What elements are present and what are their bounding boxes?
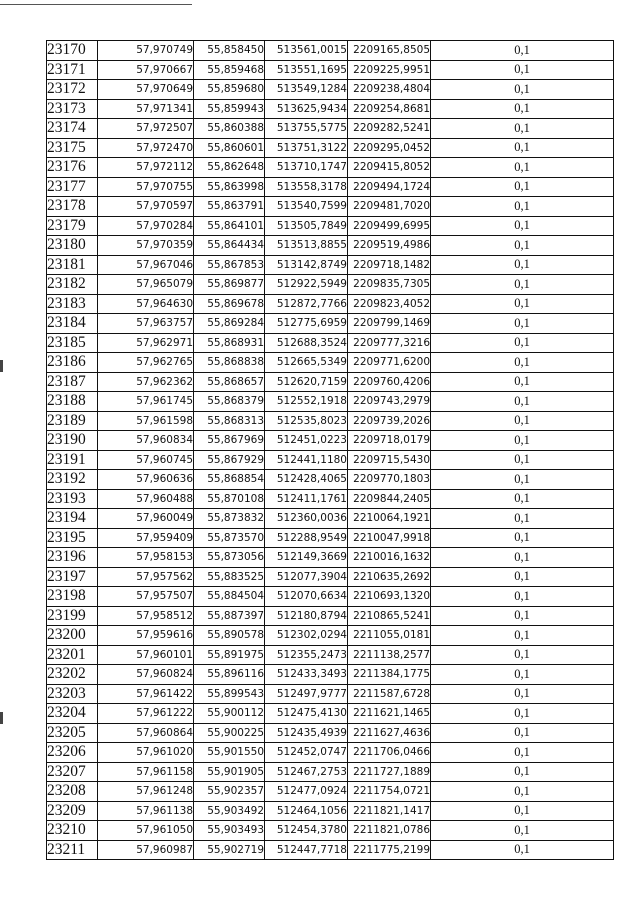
table-row xyxy=(47,314,614,334)
point-number: 23203 xyxy=(47,684,98,704)
table-row xyxy=(47,197,614,217)
y-coordinate-cell: 2210047,9918 xyxy=(348,528,431,548)
table-row xyxy=(47,275,614,295)
x-coordinate-cell: 512070,6634 xyxy=(265,587,348,607)
accuracy-cell: 0,1 xyxy=(431,626,614,646)
x-coordinate-cell: 513561,0015 xyxy=(265,41,348,61)
y-coordinate-cell: 2209282,5241 xyxy=(348,119,431,139)
accuracy-cell: 0,1 xyxy=(431,782,614,802)
y-coordinate-cell: 2211775,2199 xyxy=(348,840,431,860)
table-row xyxy=(47,333,614,353)
y-coordinate-cell: 2211621,1465 xyxy=(348,704,431,724)
longitude-cell: 55,896116 xyxy=(194,665,265,685)
accuracy-cell: 0,1 xyxy=(431,333,614,353)
x-coordinate-cell: 513755,5775 xyxy=(265,119,348,139)
latitude-cell: 57,970667 xyxy=(98,60,194,80)
longitude-cell: 55,887397 xyxy=(194,606,265,626)
table-row xyxy=(47,372,614,392)
x-coordinate-cell: 513710,1747 xyxy=(265,158,348,178)
accuracy-cell: 0,1 xyxy=(431,294,614,314)
accuracy-cell: 0,1 xyxy=(431,743,614,763)
accuracy-cell: 0,1 xyxy=(431,587,614,607)
x-coordinate-cell: 512447,7718 xyxy=(265,840,348,860)
longitude-cell: 55,901550 xyxy=(194,743,265,763)
point-number: 23180 xyxy=(47,236,98,256)
accuracy-cell: 0,1 xyxy=(431,450,614,470)
accuracy-cell: 0,1 xyxy=(431,314,614,334)
scan-edge-mark xyxy=(0,712,3,724)
latitude-cell: 57,970597 xyxy=(98,197,194,217)
point-number: 23190 xyxy=(47,431,98,451)
table-row xyxy=(47,743,614,763)
accuracy-cell: 0,1 xyxy=(431,606,614,626)
latitude-cell: 57,961422 xyxy=(98,684,194,704)
accuracy-cell: 0,1 xyxy=(431,392,614,412)
x-coordinate-cell: 512775,6959 xyxy=(265,314,348,334)
x-coordinate-cell: 512452,0747 xyxy=(265,743,348,763)
point-number: 23202 xyxy=(47,665,98,685)
y-coordinate-cell: 2209519,4986 xyxy=(348,236,431,256)
table-row xyxy=(47,353,614,373)
longitude-cell: 55,867969 xyxy=(194,431,265,451)
point-number: 23186 xyxy=(47,353,98,373)
point-number: 23182 xyxy=(47,275,98,295)
latitude-cell: 57,957562 xyxy=(98,567,194,587)
y-coordinate-cell: 2209823,4052 xyxy=(348,294,431,314)
point-number: 23210 xyxy=(47,821,98,841)
y-coordinate-cell: 2209777,3216 xyxy=(348,333,431,353)
x-coordinate-cell: 512355,2473 xyxy=(265,645,348,665)
longitude-cell: 55,883525 xyxy=(194,567,265,587)
point-number: 23204 xyxy=(47,704,98,724)
accuracy-cell: 0,1 xyxy=(431,216,614,236)
x-coordinate-cell: 512535,8023 xyxy=(265,411,348,431)
accuracy-cell: 0,1 xyxy=(431,119,614,139)
point-number: 23176 xyxy=(47,158,98,178)
point-number: 23170 xyxy=(47,41,98,61)
accuracy-cell: 0,1 xyxy=(431,197,614,217)
y-coordinate-cell: 2209238,4804 xyxy=(348,80,431,100)
accuracy-cell: 0,1 xyxy=(431,509,614,529)
y-coordinate-cell: 2209799,1469 xyxy=(348,314,431,334)
accuracy-cell: 0,1 xyxy=(431,489,614,509)
table-row xyxy=(47,528,614,548)
point-number: 23191 xyxy=(47,450,98,470)
longitude-cell: 55,873570 xyxy=(194,528,265,548)
table-row xyxy=(47,645,614,665)
x-coordinate-cell: 513513,8855 xyxy=(265,236,348,256)
coordinates-table xyxy=(46,40,614,860)
x-coordinate-cell: 512922,5949 xyxy=(265,275,348,295)
y-coordinate-cell: 2210635,2692 xyxy=(348,567,431,587)
table-row xyxy=(47,548,614,568)
accuracy-cell: 0,1 xyxy=(431,353,614,373)
x-coordinate-cell: 512180,8794 xyxy=(265,606,348,626)
table-row xyxy=(47,177,614,197)
x-coordinate-cell: 512454,3780 xyxy=(265,821,348,841)
latitude-cell: 57,960987 xyxy=(98,840,194,860)
y-coordinate-cell: 2209739,2026 xyxy=(348,411,431,431)
longitude-cell: 55,902719 xyxy=(194,840,265,860)
y-coordinate-cell: 2210693,1320 xyxy=(348,587,431,607)
table-row xyxy=(47,626,614,646)
latitude-cell: 57,961248 xyxy=(98,782,194,802)
x-coordinate-cell: 512552,1918 xyxy=(265,392,348,412)
table-row xyxy=(47,782,614,802)
longitude-cell: 55,900112 xyxy=(194,704,265,724)
longitude-cell: 55,869877 xyxy=(194,275,265,295)
point-number: 23184 xyxy=(47,314,98,334)
y-coordinate-cell: 2209295,0452 xyxy=(348,138,431,158)
table-row xyxy=(47,216,614,236)
point-number: 23173 xyxy=(47,99,98,119)
x-coordinate-cell: 512077,3904 xyxy=(265,567,348,587)
accuracy-cell: 0,1 xyxy=(431,372,614,392)
accuracy-cell: 0,1 xyxy=(431,99,614,119)
x-coordinate-cell: 513558,3178 xyxy=(265,177,348,197)
x-coordinate-cell: 512467,2753 xyxy=(265,762,348,782)
latitude-cell: 57,960864 xyxy=(98,723,194,743)
accuracy-cell: 0,1 xyxy=(431,548,614,568)
y-coordinate-cell: 2209844,2405 xyxy=(348,489,431,509)
point-number: 23197 xyxy=(47,567,98,587)
longitude-cell: 55,864434 xyxy=(194,236,265,256)
table-row xyxy=(47,138,614,158)
latitude-cell: 57,965079 xyxy=(98,275,194,295)
y-coordinate-cell: 2211138,2577 xyxy=(348,645,431,665)
scan-edge-mark xyxy=(0,360,3,372)
latitude-cell: 57,960834 xyxy=(98,431,194,451)
point-number: 23188 xyxy=(47,392,98,412)
point-number: 23178 xyxy=(47,197,98,217)
accuracy-cell: 0,1 xyxy=(431,236,614,256)
y-coordinate-cell: 2211727,1889 xyxy=(348,762,431,782)
x-coordinate-cell: 512149,3669 xyxy=(265,548,348,568)
latitude-cell: 57,970649 xyxy=(98,80,194,100)
table-row xyxy=(47,606,614,626)
longitude-cell: 55,867853 xyxy=(194,255,265,275)
table-row xyxy=(47,158,614,178)
latitude-cell: 57,970749 xyxy=(98,41,194,61)
table-row xyxy=(47,255,614,275)
point-number: 23205 xyxy=(47,723,98,743)
y-coordinate-cell: 2209835,7305 xyxy=(348,275,431,295)
x-coordinate-cell: 512288,9549 xyxy=(265,528,348,548)
table-row xyxy=(47,236,614,256)
table-row xyxy=(47,762,614,782)
table-row xyxy=(47,294,614,314)
latitude-cell: 57,962362 xyxy=(98,372,194,392)
longitude-cell: 55,870108 xyxy=(194,489,265,509)
x-coordinate-cell: 513540,7599 xyxy=(265,197,348,217)
latitude-cell: 57,961020 xyxy=(98,743,194,763)
accuracy-cell: 0,1 xyxy=(431,723,614,743)
x-coordinate-cell: 512428,4065 xyxy=(265,470,348,490)
point-number: 23192 xyxy=(47,470,98,490)
y-coordinate-cell: 2209743,2979 xyxy=(348,392,431,412)
point-number: 23185 xyxy=(47,333,98,353)
y-coordinate-cell: 2209254,8681 xyxy=(348,99,431,119)
longitude-cell: 55,868379 xyxy=(194,392,265,412)
table-row xyxy=(47,60,614,80)
accuracy-cell: 0,1 xyxy=(431,704,614,724)
latitude-cell: 57,961222 xyxy=(98,704,194,724)
table-row xyxy=(47,840,614,860)
y-coordinate-cell: 2209718,1482 xyxy=(348,255,431,275)
coordinates-table-body xyxy=(47,41,614,860)
y-coordinate-cell: 2209165,8505 xyxy=(348,41,431,61)
point-number: 23175 xyxy=(47,138,98,158)
y-coordinate-cell: 2211384,1775 xyxy=(348,665,431,685)
accuracy-cell: 0,1 xyxy=(431,762,614,782)
accuracy-cell: 0,1 xyxy=(431,138,614,158)
longitude-cell: 55,868931 xyxy=(194,333,265,353)
point-number: 23172 xyxy=(47,80,98,100)
latitude-cell: 57,958512 xyxy=(98,606,194,626)
x-coordinate-cell: 513625,9434 xyxy=(265,99,348,119)
x-coordinate-cell: 512441,1180 xyxy=(265,450,348,470)
table-row xyxy=(47,587,614,607)
y-coordinate-cell: 2209494,1724 xyxy=(348,177,431,197)
x-coordinate-cell: 512435,4939 xyxy=(265,723,348,743)
longitude-cell: 55,891975 xyxy=(194,645,265,665)
point-number: 23208 xyxy=(47,782,98,802)
point-number: 23196 xyxy=(47,548,98,568)
y-coordinate-cell: 2211706,0466 xyxy=(348,743,431,763)
longitude-cell: 55,884504 xyxy=(194,587,265,607)
latitude-cell: 57,959409 xyxy=(98,528,194,548)
x-coordinate-cell: 513549,1284 xyxy=(265,80,348,100)
latitude-cell: 57,961138 xyxy=(98,801,194,821)
longitude-cell: 55,901905 xyxy=(194,762,265,782)
point-number: 23193 xyxy=(47,489,98,509)
y-coordinate-cell: 2211627,4636 xyxy=(348,723,431,743)
table-row xyxy=(47,801,614,821)
accuracy-cell: 0,1 xyxy=(431,840,614,860)
point-number: 23198 xyxy=(47,587,98,607)
longitude-cell: 55,868313 xyxy=(194,411,265,431)
longitude-cell: 55,873832 xyxy=(194,509,265,529)
table-row xyxy=(47,567,614,587)
latitude-cell: 57,970755 xyxy=(98,177,194,197)
x-coordinate-cell: 513142,8749 xyxy=(265,255,348,275)
accuracy-cell: 0,1 xyxy=(431,470,614,490)
latitude-cell: 57,972507 xyxy=(98,119,194,139)
x-coordinate-cell: 512302,0294 xyxy=(265,626,348,646)
table-row xyxy=(47,509,614,529)
point-number: 23206 xyxy=(47,743,98,763)
point-number: 23181 xyxy=(47,255,98,275)
latitude-cell: 57,967046 xyxy=(98,255,194,275)
latitude-cell: 57,960824 xyxy=(98,665,194,685)
table-row xyxy=(47,99,614,119)
table-row xyxy=(47,723,614,743)
accuracy-cell: 0,1 xyxy=(431,801,614,821)
accuracy-cell: 0,1 xyxy=(431,645,614,665)
table-row xyxy=(47,450,614,470)
latitude-cell: 57,961050 xyxy=(98,821,194,841)
x-coordinate-cell: 512872,7766 xyxy=(265,294,348,314)
accuracy-cell: 0,1 xyxy=(431,177,614,197)
accuracy-cell: 0,1 xyxy=(431,821,614,841)
accuracy-cell: 0,1 xyxy=(431,41,614,61)
latitude-cell: 57,959616 xyxy=(98,626,194,646)
y-coordinate-cell: 2210016,1632 xyxy=(348,548,431,568)
y-coordinate-cell: 2211754,0721 xyxy=(348,782,431,802)
y-coordinate-cell: 2211821,1417 xyxy=(348,801,431,821)
longitude-cell: 55,899543 xyxy=(194,684,265,704)
y-coordinate-cell: 2209760,4206 xyxy=(348,372,431,392)
latitude-cell: 57,961598 xyxy=(98,411,194,431)
y-coordinate-cell: 2209499,6995 xyxy=(348,216,431,236)
point-number: 23183 xyxy=(47,294,98,314)
longitude-cell: 55,860601 xyxy=(194,138,265,158)
y-coordinate-cell: 2209715,5430 xyxy=(348,450,431,470)
x-coordinate-cell: 512475,4130 xyxy=(265,704,348,724)
latitude-cell: 57,961158 xyxy=(98,762,194,782)
longitude-cell: 55,868838 xyxy=(194,353,265,373)
longitude-cell: 55,864101 xyxy=(194,216,265,236)
longitude-cell: 55,868854 xyxy=(194,470,265,490)
y-coordinate-cell: 2210064,1921 xyxy=(348,509,431,529)
latitude-cell: 57,970284 xyxy=(98,216,194,236)
point-number: 23201 xyxy=(47,645,98,665)
longitude-cell: 55,867929 xyxy=(194,450,265,470)
latitude-cell: 57,963757 xyxy=(98,314,194,334)
latitude-cell: 57,958153 xyxy=(98,548,194,568)
latitude-cell: 57,962971 xyxy=(98,333,194,353)
accuracy-cell: 0,1 xyxy=(431,528,614,548)
y-coordinate-cell: 2209718,0179 xyxy=(348,431,431,451)
latitude-cell: 57,970359 xyxy=(98,236,194,256)
point-number: 23195 xyxy=(47,528,98,548)
y-coordinate-cell: 2209481,7020 xyxy=(348,197,431,217)
table-row xyxy=(47,704,614,724)
accuracy-cell: 0,1 xyxy=(431,275,614,295)
point-number: 23187 xyxy=(47,372,98,392)
longitude-cell: 55,863998 xyxy=(194,177,265,197)
x-coordinate-cell: 512433,3493 xyxy=(265,665,348,685)
y-coordinate-cell: 2209225,9951 xyxy=(348,60,431,80)
latitude-cell: 57,972112 xyxy=(98,158,194,178)
accuracy-cell: 0,1 xyxy=(431,411,614,431)
point-number: 23199 xyxy=(47,606,98,626)
x-coordinate-cell: 512360,0036 xyxy=(265,509,348,529)
longitude-cell: 55,903493 xyxy=(194,821,265,841)
y-coordinate-cell: 2211821,0786 xyxy=(348,821,431,841)
x-coordinate-cell: 512688,3524 xyxy=(265,333,348,353)
latitude-cell: 57,964630 xyxy=(98,294,194,314)
point-number: 23207 xyxy=(47,762,98,782)
x-coordinate-cell: 512497,9777 xyxy=(265,684,348,704)
point-number: 23209 xyxy=(47,801,98,821)
accuracy-cell: 0,1 xyxy=(431,255,614,275)
x-coordinate-cell: 512477,0924 xyxy=(265,782,348,802)
accuracy-cell: 0,1 xyxy=(431,60,614,80)
x-coordinate-cell: 513505,7849 xyxy=(265,216,348,236)
accuracy-cell: 0,1 xyxy=(431,158,614,178)
latitude-cell: 57,971341 xyxy=(98,99,194,119)
y-coordinate-cell: 2210865,5241 xyxy=(348,606,431,626)
latitude-cell: 57,960745 xyxy=(98,450,194,470)
accuracy-cell: 0,1 xyxy=(431,431,614,451)
latitude-cell: 57,972470 xyxy=(98,138,194,158)
longitude-cell: 55,869678 xyxy=(194,294,265,314)
longitude-cell: 55,890578 xyxy=(194,626,265,646)
y-coordinate-cell: 2209771,6200 xyxy=(348,353,431,373)
longitude-cell: 55,859680 xyxy=(194,80,265,100)
longitude-cell: 55,900225 xyxy=(194,723,265,743)
y-coordinate-cell: 2209415,8052 xyxy=(348,158,431,178)
table-row xyxy=(47,489,614,509)
x-coordinate-cell: 513751,3122 xyxy=(265,138,348,158)
accuracy-cell: 0,1 xyxy=(431,684,614,704)
point-number: 23194 xyxy=(47,509,98,529)
longitude-cell: 55,868657 xyxy=(194,372,265,392)
point-number: 23177 xyxy=(47,177,98,197)
accuracy-cell: 0,1 xyxy=(431,665,614,685)
longitude-cell: 55,863791 xyxy=(194,197,265,217)
table-row xyxy=(47,411,614,431)
table-row xyxy=(47,431,614,451)
latitude-cell: 57,957507 xyxy=(98,587,194,607)
table-row xyxy=(47,684,614,704)
x-coordinate-cell: 512464,1056 xyxy=(265,801,348,821)
longitude-cell: 55,862648 xyxy=(194,158,265,178)
table-row xyxy=(47,119,614,139)
y-coordinate-cell: 2211055,0181 xyxy=(348,626,431,646)
x-coordinate-cell: 513551,1695 xyxy=(265,60,348,80)
longitude-cell: 55,869284 xyxy=(194,314,265,334)
accuracy-cell: 0,1 xyxy=(431,80,614,100)
point-number: 23189 xyxy=(47,411,98,431)
longitude-cell: 55,858450 xyxy=(194,41,265,61)
longitude-cell: 55,859468 xyxy=(194,60,265,80)
point-number: 23171 xyxy=(47,60,98,80)
table-row xyxy=(47,470,614,490)
longitude-cell: 55,860388 xyxy=(194,119,265,139)
point-number: 23179 xyxy=(47,216,98,236)
x-coordinate-cell: 512665,5349 xyxy=(265,353,348,373)
latitude-cell: 57,960488 xyxy=(98,489,194,509)
latitude-cell: 57,960636 xyxy=(98,470,194,490)
table-row xyxy=(47,821,614,841)
point-number: 23211 xyxy=(47,840,98,860)
table-row xyxy=(47,665,614,685)
top-rule xyxy=(0,4,192,5)
y-coordinate-cell: 2209770,1803 xyxy=(348,470,431,490)
longitude-cell: 55,859943 xyxy=(194,99,265,119)
x-coordinate-cell: 512620,7159 xyxy=(265,372,348,392)
table-row xyxy=(47,41,614,61)
table-row xyxy=(47,80,614,100)
latitude-cell: 57,962765 xyxy=(98,353,194,373)
point-number: 23174 xyxy=(47,119,98,139)
point-number: 23200 xyxy=(47,626,98,646)
x-coordinate-cell: 512411,1761 xyxy=(265,489,348,509)
table-row xyxy=(47,392,614,412)
longitude-cell: 55,873056 xyxy=(194,548,265,568)
latitude-cell: 57,960049 xyxy=(98,509,194,529)
longitude-cell: 55,903492 xyxy=(194,801,265,821)
longitude-cell: 55,902357 xyxy=(194,782,265,802)
y-coordinate-cell: 2211587,6728 xyxy=(348,684,431,704)
x-coordinate-cell: 512451,0223 xyxy=(265,431,348,451)
accuracy-cell: 0,1 xyxy=(431,567,614,587)
latitude-cell: 57,961745 xyxy=(98,392,194,412)
latitude-cell: 57,960101 xyxy=(98,645,194,665)
